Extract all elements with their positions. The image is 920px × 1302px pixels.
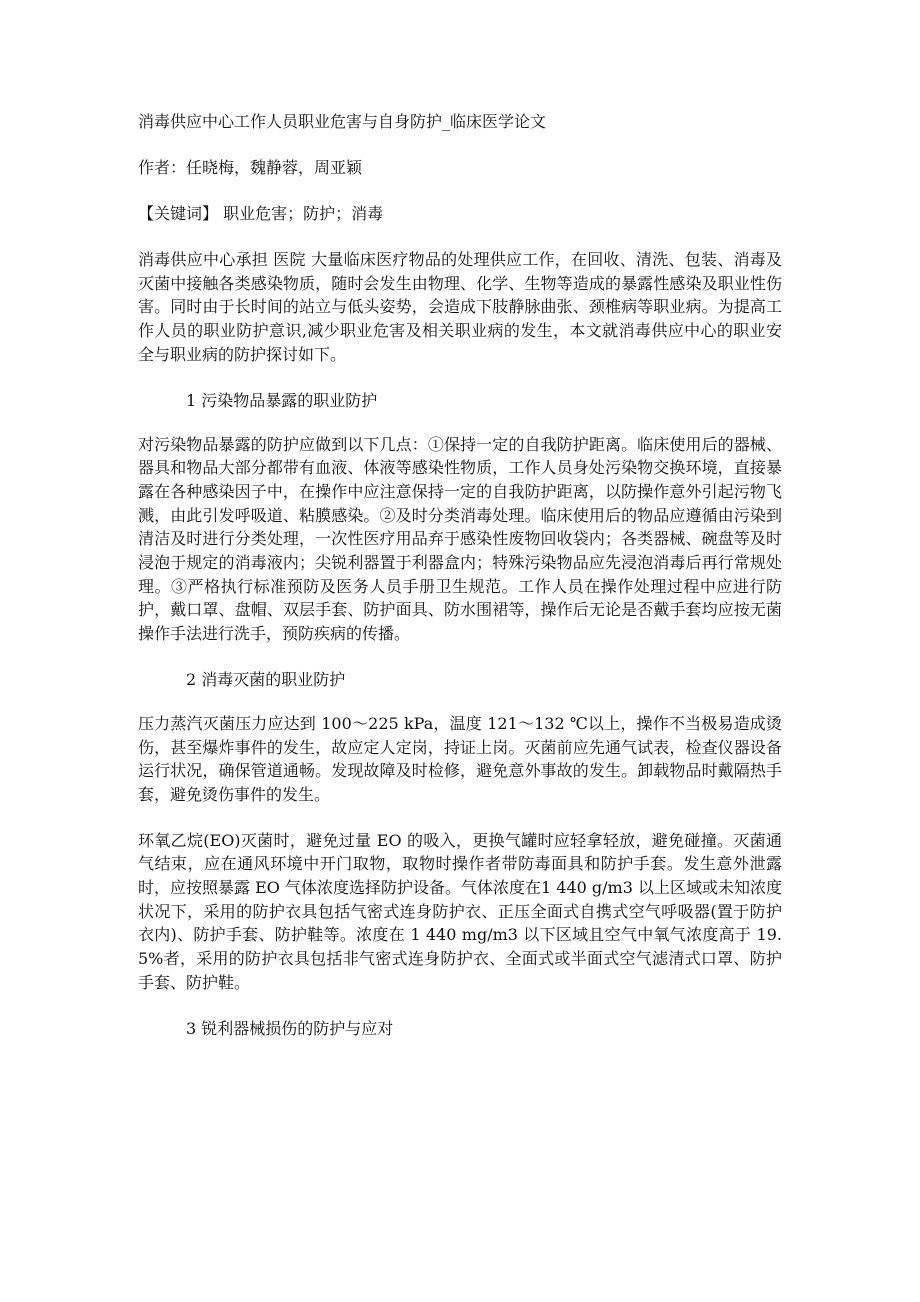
article-keywords: 【关键词】 职业危害；防护；消毒 — [138, 204, 384, 223]
section-2-paragraph-1: 压力蒸汽灭菌压力应达到 100～225 kPa，温度 121～132 ℃以上，操作不当极易造成烫伤，甚至爆炸事件的发生，故应定人定岗，持证上岗。灭菌前应先通气试表，检查仪器设备运行状况，确保管道通畅。发现故障及时检修，避免意外事故的发生。卸载物品时戴隔热手套，避免烫伤事件的发生。 — [138, 713, 782, 804]
article-title: 消毒供应中心工作人员职业危害与自身防护_临床医学论文 — [138, 112, 547, 131]
document-page — [138, 110, 782, 1041]
intro-paragraph: 消毒供应中心承担 医院 大量临床医疗物品的处理供应工作，在回收、清洗、包装、消毒及灭菌中接触各类感染物质，随时会发生由物理、化学、生物等造成的暴露性感染及职业性伤害。同时由于长时间的站立与低头姿势，会造成下肢静脉曲张、颈椎病等职业病。为提高工作人员的职业防护意识,减少职业危害及相关职业病的发生，本文就消毒供应中心的职业安全与职业病的防护探讨如下。 — [138, 250, 782, 364]
section-3-heading: 3 锐利器械损伤的防护与应对 — [186, 1018, 394, 1038]
section-2-paragraph-2: 环氧乙烷(EO)灭菌时，避免过量 EO 的吸入，更换气罐时应轻拿轻放，避免碰撞。灭菌通气结束，应在通风环境中开门取物，取物时操作者带防毒面具和防护手套。发生意外泄露时，应按照暴露 EO 气体浓度选择防护设备。气体浓度在1 440 g/m3 以上区域或未知浓度状况下，采用的防护衣具包括气密式连身防护衣、正压全面式自携式空气呼吸器(置于防护衣内)、防护手套、防护鞋等。浓度在 1 440 mg/m3 以下区域且空气中氧气浓度高于 19.5%者，采用的防护衣具包括非气密式连身防护衣、全面式或半面式空气滤清式口罩、防护手套、防护鞋。 — [138, 830, 782, 992]
section-2-heading: 2 消毒灭菌的职业防护 — [186, 669, 346, 689]
section-1-paragraph: 对污染物品暴露的防护应做到以下几点：①保持一定的自我防护距离。临床使用后的器械、器具和物品大部分都带有血液、体液等感染性物质，工作人员身处污染物交换环境，直接暴露在各种感染因子中，在操作中应注意保持一定的自我防护距离，以防操作意外引起污物飞溅，由此引发呼吸道、粘膜感染。②及时分类消毒处理。临床使用后的物品应遵循由污染到清洁及时进行分类处理，一次性医疗用品弃于感染性废物回收袋内；各类器械、碗盘等及时浸泡于规定的消毒液内；尖锐利器置于利器盒内；特殊污染物品应先浸泡消毒后再行常规处理。③严格执行标准预防及医务人员手册卫生规范。工作人员在操作处理过程中应进行防护，戴口罩、盘帽、双层手套、防护面具、防水围裙等，操作后无论是否戴手套均应按无菌操作手法进行洗手，预防疾病的传播。 — [138, 434, 782, 644]
section-1-heading: 1 污染物品暴露的职业防护 — [186, 390, 378, 410]
article-author: 作者：任晓梅，魏静蓉，周亚颖 — [138, 158, 363, 177]
